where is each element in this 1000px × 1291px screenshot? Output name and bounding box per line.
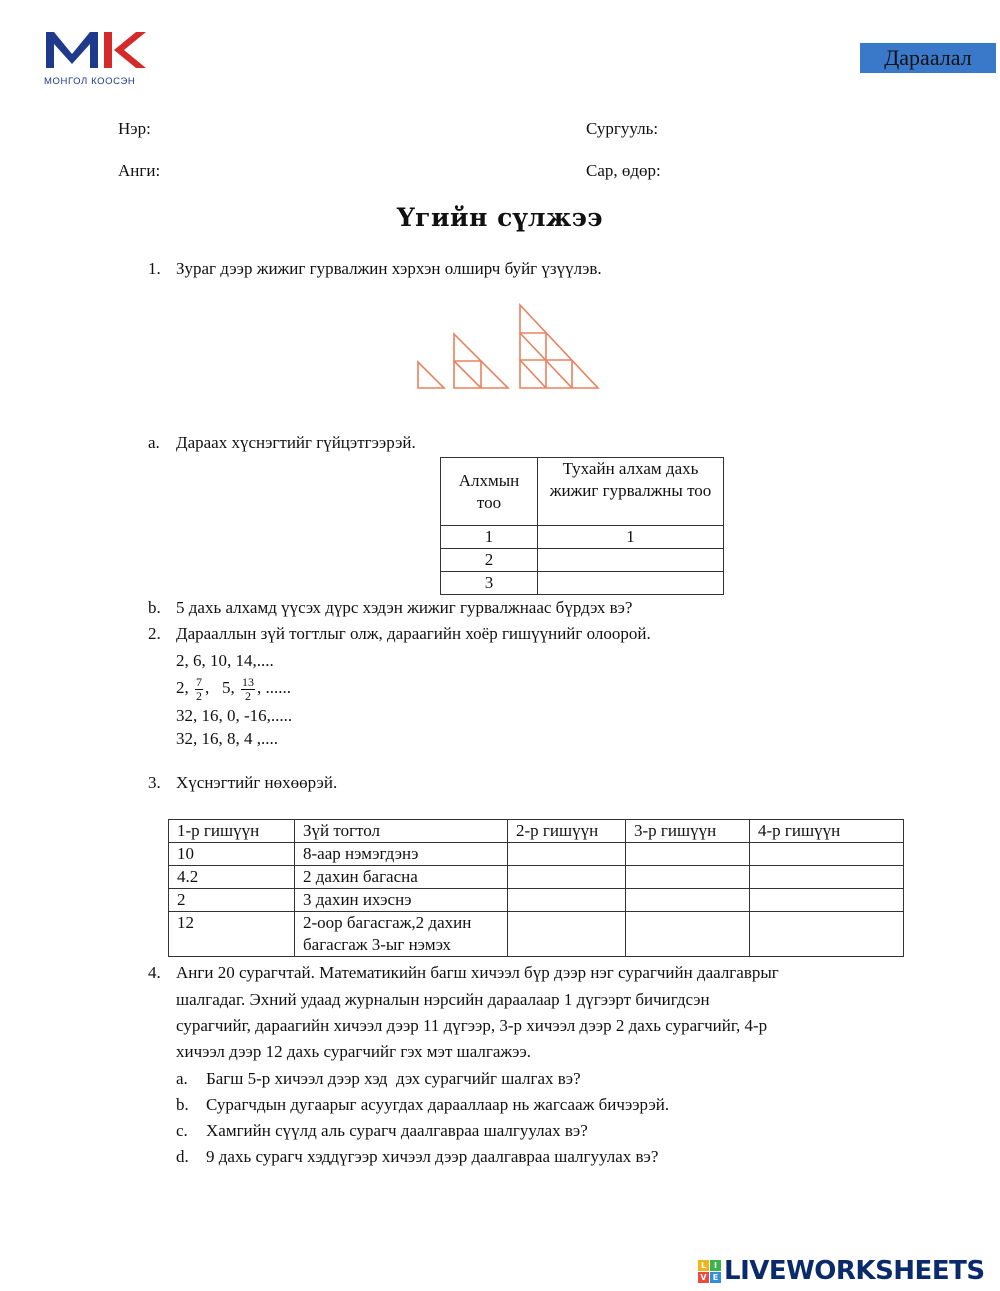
liveworksheets-logo	[698, 1254, 985, 1288]
steps-header-step: Алхмын тоо	[441, 458, 538, 526]
triangle-step-2	[454, 334, 508, 388]
seq-answer-cell[interactable]	[626, 912, 750, 957]
seq-answer-cell[interactable]	[508, 843, 626, 866]
seq-header: 2-р гишүүн	[508, 820, 626, 843]
steps-cell: 2	[441, 549, 538, 572]
seq-header: 1-р гишүүн	[169, 820, 295, 843]
q1b-label: b.	[148, 598, 161, 617]
steps-cell[interactable]: 1	[538, 526, 724, 549]
seq-cell: 3 дахин ихэснэ	[295, 889, 508, 912]
sequence-table	[168, 819, 904, 957]
triangle-step-1	[418, 362, 444, 388]
sequence-2-part: , 5,	[205, 678, 235, 697]
q4b-label: b.	[176, 1095, 189, 1114]
triangle-step-3	[520, 305, 598, 388]
q3-text: Хүснэгтийг нөхөөрэй.	[176, 773, 338, 792]
q1-text: Зураг дээр жижиг гурвалжин хэрхэн олширч буйг үзүүлэв.	[176, 259, 602, 278]
sequence-4: 32, 16, 8, 4 ,....	[176, 729, 278, 748]
logo-mark-icon	[44, 28, 148, 70]
steps-answer-cell[interactable]	[538, 572, 724, 595]
q4a-label: a.	[176, 1069, 188, 1088]
q3-number: 3.	[148, 773, 161, 792]
q4c-text: Хамгийн сүүлд аль сурагч даалгавраа шалгуулах вэ?	[206, 1121, 588, 1140]
seq-cell: 2-оор багасгаж,2 дахин багасгаж 3-ыг нэмэх	[295, 912, 508, 957]
q1b-text: 5 дахь алхамд үүсэх дүрс хэдэн жижиг гурвалжнаас бүрдэх вэ?	[176, 598, 633, 617]
table-row	[169, 843, 904, 866]
q4d-text: 9 дахь сурагч хэддүгээр хичээл дээр даалгавраа шалгуулах вэ?	[206, 1147, 659, 1166]
q4a-text: Багш 5-р хичээл дээр хэд дэх сурагчийг шалгах вэ?	[206, 1069, 581, 1088]
page-title: Үгийн сүлжээ	[396, 203, 604, 232]
table-row	[441, 526, 724, 549]
q4-line: хичээл дээр 12 дахь сурагчийг гэх мэт шалгажээ.	[176, 1042, 532, 1061]
seq-header: Зүй тогтол	[295, 820, 508, 843]
steps-table	[440, 457, 724, 595]
seq-cell: 2 дахин багасна	[295, 866, 508, 889]
seq-answer-cell[interactable]	[508, 866, 626, 889]
seq-answer-cell[interactable]	[626, 843, 750, 866]
seq-answer-cell[interactable]	[626, 866, 750, 889]
table-row	[169, 912, 904, 957]
seq-answer-cell[interactable]	[508, 912, 626, 957]
seq-cell: 10	[169, 843, 295, 866]
seq-answer-cell[interactable]	[508, 889, 626, 912]
sequence-2-part: 2,	[176, 678, 189, 697]
q4c-label: c.	[176, 1121, 188, 1140]
q4-line: Анги 20 сурагчтай. Математикийн багш хичээл бүр дээр нэг сурагчийн даалгаврыг	[176, 963, 779, 982]
fraction-13-2: $\frac{13}{2}$	[242, 674, 254, 703]
badge-letter: E	[710, 1272, 721, 1283]
q4-line: шалгадаг. Эхний удаад журналын нэрсийн дараалаар 1 дүгээрт бичигдсэн	[176, 990, 710, 1009]
seq-cell: 12	[169, 912, 295, 957]
table-row	[441, 549, 724, 572]
q4b-text: Сурагчдын дугаарыг асуугдах дарааллаар нь жагсааж бичээрэй.	[206, 1095, 670, 1114]
date-label: Сар, өдөр:	[586, 161, 661, 180]
badge-letter: I	[710, 1260, 721, 1271]
seq-header: 4-р гишүүн	[750, 820, 904, 843]
table-row	[169, 866, 904, 889]
name-label: Нэр:	[118, 119, 151, 138]
logo-text: МОНГОЛ КООСЭН	[44, 76, 136, 87]
q4-number: 4.	[148, 963, 161, 982]
sequence-1: 2, 6, 10, 14,....	[176, 651, 274, 670]
seq-cell: 2	[169, 889, 295, 912]
table-row	[169, 889, 904, 912]
table-row	[441, 572, 724, 595]
seq-answer-cell[interactable]	[626, 889, 750, 912]
school-label: Сургууль:	[586, 119, 659, 138]
topic-badge: Дараалал	[860, 43, 996, 73]
seq-header: 3-р гишүүн	[626, 820, 750, 843]
liveworksheets-badge-icon	[698, 1260, 721, 1283]
seq-answer-cell[interactable]	[750, 912, 904, 957]
sequence-3: 32, 16, 0, -16,.....	[176, 706, 293, 725]
badge-letter: V	[698, 1272, 709, 1283]
steps-cell: 3	[441, 572, 538, 595]
q2-text: Дарааллын зүй тогтлыг олж, дараагийн хоёр гишүүнийг олоорой.	[176, 624, 651, 643]
steps-header-count: Тухайн алхам дахь жижиг гурвалжны тоо	[538, 458, 724, 526]
fraction-7-2: $\frac{7}{2}$	[196, 674, 202, 703]
seq-answer-cell[interactable]	[750, 843, 904, 866]
q4-line: сурагчийг, дараагийн хичээл дээр 11 дүгээр, 3-р хичээл дээр 2 дахь сурагчийг, 4-р	[176, 1016, 768, 1035]
q1a-text: Дараах хүснэгтийг гүйцэтгээрэй.	[176, 433, 416, 452]
q1a-label: a.	[148, 433, 160, 452]
q1-number: 1.	[148, 259, 161, 278]
seq-cell: 8-аар нэмэгдэнэ	[295, 843, 508, 866]
badge-letter: L	[698, 1260, 709, 1271]
triangle-pattern-figure	[410, 300, 610, 395]
q2-number: 2.	[148, 624, 161, 643]
seq-answer-cell[interactable]	[750, 866, 904, 889]
class-label: Анги:	[118, 161, 161, 180]
liveworksheets-wordmark: LIVEWORKSHEETS	[724, 1256, 985, 1286]
sequence-2-part: , ......	[257, 678, 291, 697]
q4d-label: d.	[176, 1147, 189, 1166]
seq-answer-cell[interactable]	[750, 889, 904, 912]
steps-cell: 1	[441, 526, 538, 549]
seq-cell: 4.2	[169, 866, 295, 889]
logo	[44, 28, 148, 87]
sequence-2	[176, 672, 291, 704]
steps-answer-cell[interactable]	[538, 549, 724, 572]
